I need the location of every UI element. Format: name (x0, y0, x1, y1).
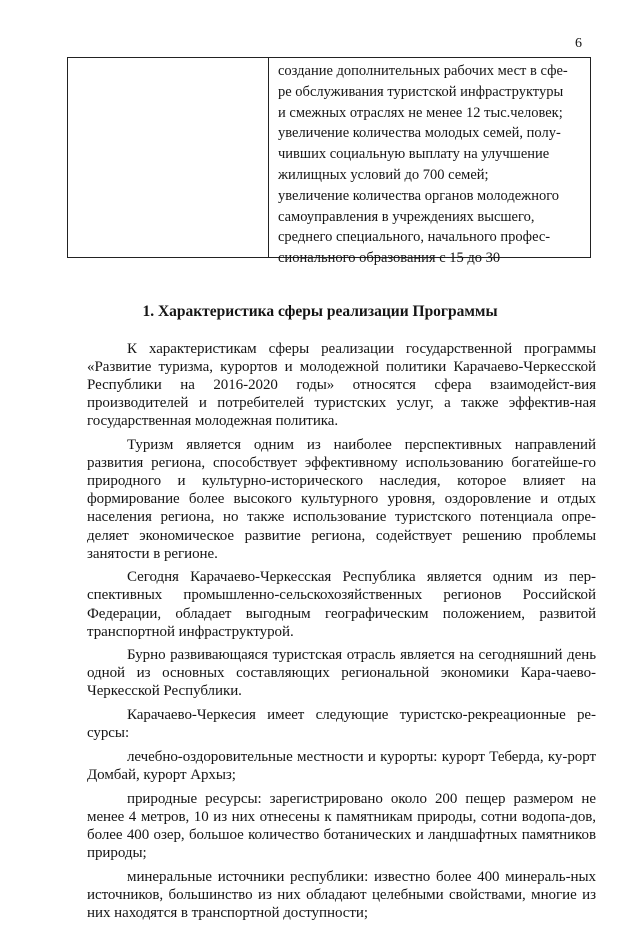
table-line: чивших социальную выплату на улучшение (278, 146, 550, 163)
paragraph: Сегодня Карачаево-Черкесская Республика является одним из пер-спективных промышленно-сельскохозяйственных регионов Российской Федерации, обладает выгодным географическим положением, развитой транспортной инфраструктурой. (87, 569, 596, 640)
table-line: сионального образования с 15 до 30 (278, 250, 501, 267)
table-line: самоуправления в учреждениях высшего, (278, 208, 535, 225)
page-number: 6 (575, 36, 582, 51)
list-item: лечебно-оздоровительные местности и курорты: курорт Теберда, ку-рорт Домбай, курорт Архыз; (87, 748, 596, 784)
table-cell-left (68, 58, 269, 257)
table-line: создание дополнительных рабочих мест в сфе- (278, 63, 568, 79)
table-line: увеличение количества органов молодежного (278, 187, 560, 204)
table-line: жилищных условий до 700 семей; (278, 166, 489, 183)
paragraph: Карачаево-Черкесия имеет следующие туристско-рекреационные ре-сурсы: (87, 707, 596, 742)
table-cell-right (269, 58, 590, 267)
section-title: 1. Характеристика сферы реализации Программы (142, 303, 498, 320)
list-item: природные ресурсы: зарегистрировано около 200 пещер размером не менее 4 метров, 10 из них отнесены к памятникам природы, сотни водопа-дов, более 400 озер, большое количество ботанических и ландшафтных памятников природы; (87, 790, 596, 861)
table-line: среднего специального, начального профес- (278, 229, 551, 246)
paragraph: Туризм является одним из наиболее перспективных направлений развития региона, способствует эффективному использованию богатейше-го природного и культурно-исторического наследия, которое влияет на формирование более высокого культурного уровня, оздоровление и отдых населения региона, но также использование туристского потенциала опре-деляет экономическое развитие региона, содействует решению проблемы занятости в регионе. (87, 437, 596, 562)
table-line: и смежных отраслях не менее 12 тыс.человек; (278, 104, 563, 121)
list-item: минеральные источники республики: известно более 400 минераль-ных источников, большинство из них обладают целебными свойствами, многие из них находятся в транспортной доступности; (87, 868, 596, 921)
paragraph: Бурно развивающаяся туристская отрасль является на сегодняшний день одной из основных составляющих региональной экономики Кара-чаево-Черкесской Республики. (87, 647, 596, 700)
paragraph: К характеристикам сферы реализации государственной программы «Развитие туризма, курортов и молодежной политики Карачаево-Черкесской Республики на 2016-2020 годы» относятся сфера взаимодейст-вия производителей и потребителей туристских услуг, а также эффектив-ная государственная молодежная политика. (87, 341, 596, 430)
goals-table (67, 57, 591, 267)
table-line: увеличение количества молодых семей, полу- (278, 125, 561, 142)
table-line: ре обслуживания туристской инфраструктуры (278, 83, 564, 100)
body-text (87, 340, 596, 928)
